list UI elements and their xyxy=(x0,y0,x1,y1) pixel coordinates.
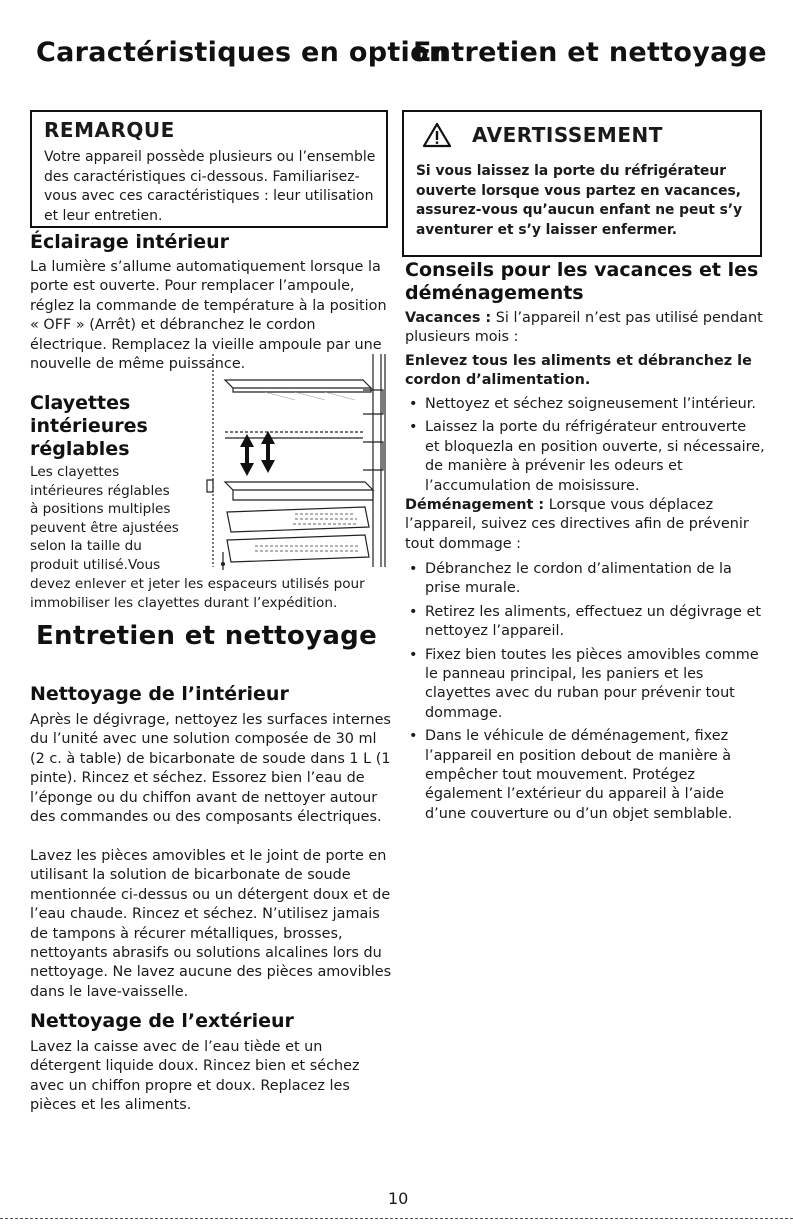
conseils-heading: Conseils pour les vacances et les déménagements xyxy=(405,259,759,304)
clayettes-line: Les clayettes xyxy=(30,464,120,480)
clayettes-line: intérieures réglables xyxy=(30,482,170,499)
nettoyage-interieur-heading: Nettoyage de l’intérieur xyxy=(30,683,289,705)
list-item: • Dans le véhicule de déménagement, fixez l’appareil en position debout de manière à empêcher tout mouvement. Protégez également l’extérieur du appareil à l’aide d’une couverture ou d’un objet semblable. xyxy=(405,727,765,824)
list-item: • Retirez les aliments, effectuez un dégivrage et nettoyez l’appareil. xyxy=(405,603,765,642)
nettoyage-interieur-p1: Après le dégivrage, nettoyez les surfaces internes du l’unité avec une solution composée de 30 ml (2 c. à table) de bicarbonate de soude dans 1 L (1 pinte). Rincez et séchez. Essorez bien l’eau de l’éponge ou du chiffon avant de nettoyer autour des commandes ou des composants électriques. xyxy=(30,712,391,826)
shelf-illustration xyxy=(205,352,390,572)
enlevez-paragraph: Enlevez tous les aliments et débranchez le cordon d’alimentation. xyxy=(405,353,752,389)
clayettes-heading-line3: réglables xyxy=(30,438,130,460)
list-item: • Laissez la porte du réfrigérateur entrouverte et bloquezla en position ouverte, si nécessaire, de manière à prévenir les odeurs et l’accumulation de moisissure. xyxy=(405,418,765,496)
clayettes-line: peuvent être ajustées xyxy=(30,519,179,536)
entretien-title: Entretien et nettoyage xyxy=(36,621,378,651)
list-item: • Nettoyez et séchez soigneusement l’intérieur. xyxy=(405,395,765,414)
remarque-box xyxy=(30,110,388,228)
clayettes-heading-line2: intérieures xyxy=(30,415,148,437)
clayettes-line: produit utilisé.Vous xyxy=(30,556,161,573)
avertissement-box xyxy=(402,110,762,257)
demenagement-bullets xyxy=(405,560,765,828)
remarque-body: Votre appareil possède plusieurs ou l’ensemble des caractéristiques ci-dessous. Familiarisez-vous avec ces caractéristiques : leur utilisation et leur entretien. xyxy=(44,149,376,224)
avertissement-body: Si vous laissez la porte du réfrigérateur ouverte lorsque vous partez en vacances, assurez-vous qu’aucun enfant ne peut s’y aventurer et s’y laisser enfermer. xyxy=(416,163,743,238)
remarque-title: REMARQUE xyxy=(44,118,175,142)
vacances-label: Vacances : xyxy=(405,310,492,326)
eclairage-heading: Éclairage intérieur xyxy=(30,231,230,253)
nettoyage-exterieur-heading: Nettoyage de l’extérieur xyxy=(30,1010,294,1032)
clayettes-heading-line1: Clayettes xyxy=(30,392,131,414)
page-number: 10 xyxy=(388,1189,409,1208)
header-left-title: Caractéristiques en option xyxy=(36,37,449,68)
clayettes-body-wrap xyxy=(30,463,230,574)
clayettes-heading xyxy=(30,392,200,461)
demenagement-paragraph xyxy=(405,496,765,554)
demenagement-text: Lorsque vous déplacez l’appareil, suivez ces directives afin de prévenir tout dommage : xyxy=(405,497,749,552)
warning-triangle-icon xyxy=(422,122,452,148)
avertissement-header xyxy=(422,122,750,148)
nettoyage-interieur-p2: Lavez les pièces amovibles et le joint de porte en utilisant la solution de bicarbonate de soude mentionnée ci-dessus ou un détergent doux et de l’eau chaude. Rincez et séchez. N’utilisez jamais de tampons à récurer métalliques, brosses, nettoyants abrasifs ou solutions alcalines lors du nettoyage. Ne lavez aucune des pièces amovibles dans le lave-vaisselle. xyxy=(30,848,392,1000)
list-item: • Fixez bien toutes les pièces amovibles comme le panneau principal, les paniers et les clayettes avec du ruban pour prévenir tout dommage. xyxy=(405,646,765,724)
eclairage-body: La lumière s’allume automatiquement lorsque la porte est ouverte. Pour remplacer l’ampoule, réglez la commande de température à la position « OFF » (Arrêt) et débranchez le cordon électrique. Remplacez la vieille ampoule par une nouvelle de même puissance. xyxy=(30,259,387,373)
footer-divider xyxy=(0,1218,793,1219)
nettoyage-exterieur-body: Lavez la caisse avec de l’eau tiède et un détergent liquide doux. Rincez bien et séchez avec un chiffon propre et doux. Replacez les pièces et les aliments. xyxy=(30,1039,360,1114)
header-right-title: Entretien et nettoyage xyxy=(413,37,767,68)
list-item: • Débranchez le cordon d’alimentation de la prise murale. xyxy=(405,560,765,599)
clayettes-line: à positions multiples xyxy=(30,501,171,517)
demenagement-label: Déménagement : xyxy=(405,497,545,513)
vacances-text: Si l’appareil n’est pas utilisé pendant plusieurs mois : xyxy=(405,310,763,346)
clayettes-body-rest: devez enlever et jeter les espaceurs utilisés pour immobiliser les clayettes durant l’expédition. xyxy=(30,576,365,611)
vacances-bullets xyxy=(405,395,765,500)
avertissement-title: AVERTISSEMENT xyxy=(472,123,663,147)
clayettes-line: selon la taille du xyxy=(30,538,142,554)
vacances-paragraph xyxy=(405,309,765,348)
